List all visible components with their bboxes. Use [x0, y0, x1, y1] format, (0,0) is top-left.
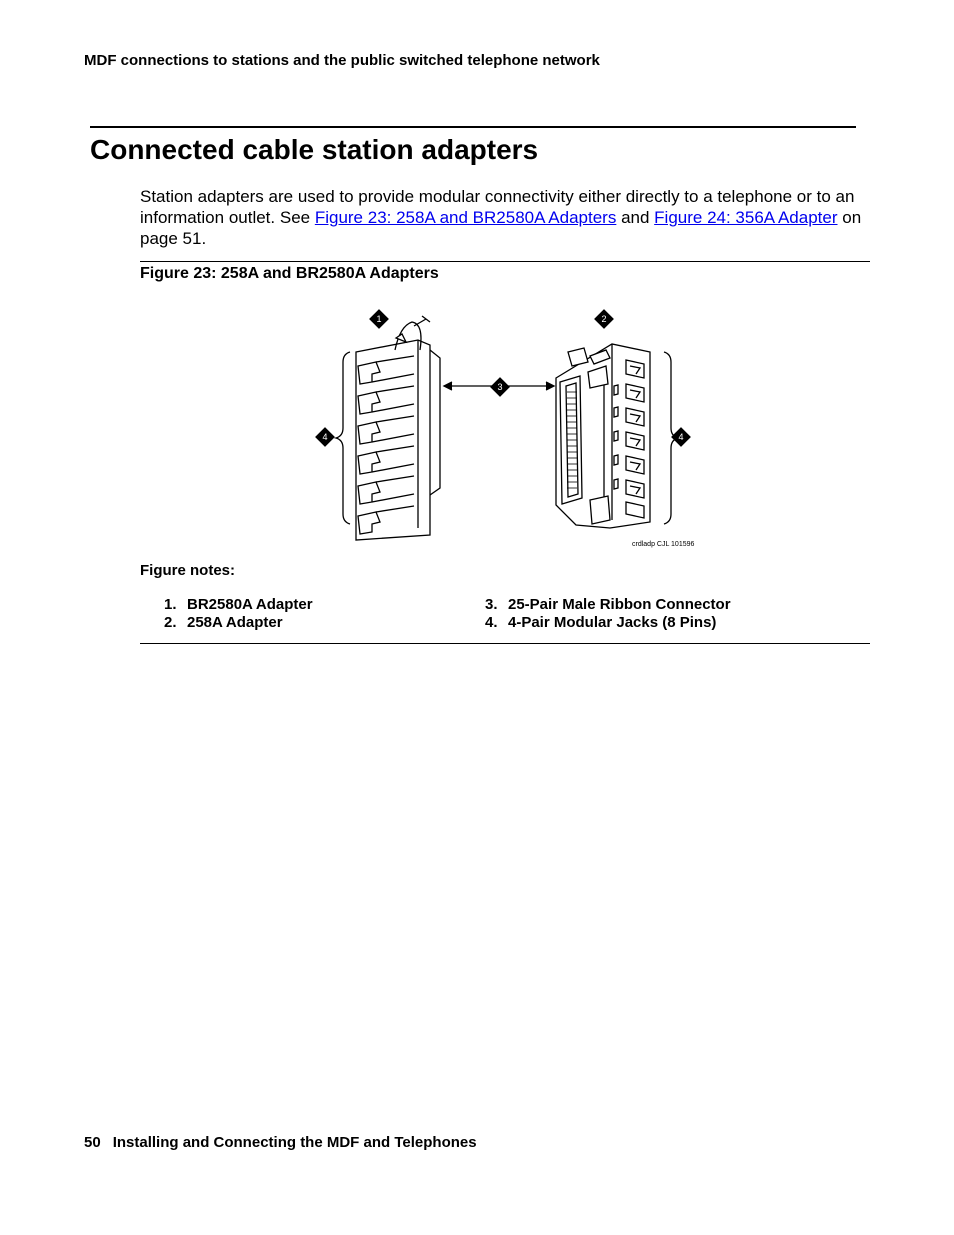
figure-23-link[interactable]: Figure 23: 258A and BR2580A Adapters [314, 208, 617, 227]
note-text: 25-Pair Male Ribbon Connector [508, 596, 731, 613]
section-title: Connected cable station adapters [90, 134, 539, 165]
figure-credit: crdladp CJL 101596 [632, 541, 695, 548]
callout-label: 2 [601, 314, 607, 324]
figure-notes-heading: Figure notes: [140, 562, 236, 579]
258a-adapter-drawing [556, 344, 650, 528]
page-footer [84, 1134, 477, 1151]
note-number: 4. [485, 614, 498, 631]
callout-label: 3 [497, 382, 503, 392]
figure-24-link[interactable]: Figure 24: 356A Adapter [654, 208, 838, 227]
running-header: MDF connections to stations and the public switched telephone network [84, 52, 600, 69]
adapters-illustration [300, 300, 720, 560]
callout-4-left [315, 427, 335, 447]
callout-2 [594, 309, 614, 329]
callout-label: 1 [376, 314, 382, 324]
figure-bottom-rule [140, 643, 870, 644]
paragraph-text: and [616, 208, 655, 227]
callout-4-right [671, 427, 691, 447]
callout-1 [369, 309, 389, 329]
note-text: 258A Adapter [187, 614, 283, 631]
br2580a-adapter-drawing [356, 316, 440, 540]
figure-note [164, 614, 283, 631]
figure-caption: Figure 23: 258A and BR2580A Adapters [140, 265, 439, 282]
title-rule [90, 126, 856, 128]
page-number: 50 [84, 1134, 101, 1151]
note-text: 4-Pair Modular Jacks (8 Pins) [508, 614, 717, 631]
note-number: 2. [164, 614, 177, 631]
callout-label: 4 [322, 432, 328, 442]
figure-note [485, 614, 716, 631]
callout-3 [490, 377, 510, 397]
note-number: 3. [485, 596, 498, 613]
paragraph-text: Station adapters are used to provide modular connectivity either directly to a telephone or to an information outlet. See [140, 187, 855, 227]
body-paragraph [140, 186, 870, 249]
book-title: Installing and Connecting the MDF and Telephones [112, 1134, 477, 1151]
note-text: BR2580A Adapter [187, 596, 313, 613]
figure-top-rule [140, 261, 870, 262]
paragraph-text: on page 51. [140, 208, 862, 248]
figure-note [485, 596, 731, 613]
note-number: 1. [164, 596, 177, 613]
figure-note [164, 596, 313, 613]
callout-label: 4 [678, 432, 684, 442]
